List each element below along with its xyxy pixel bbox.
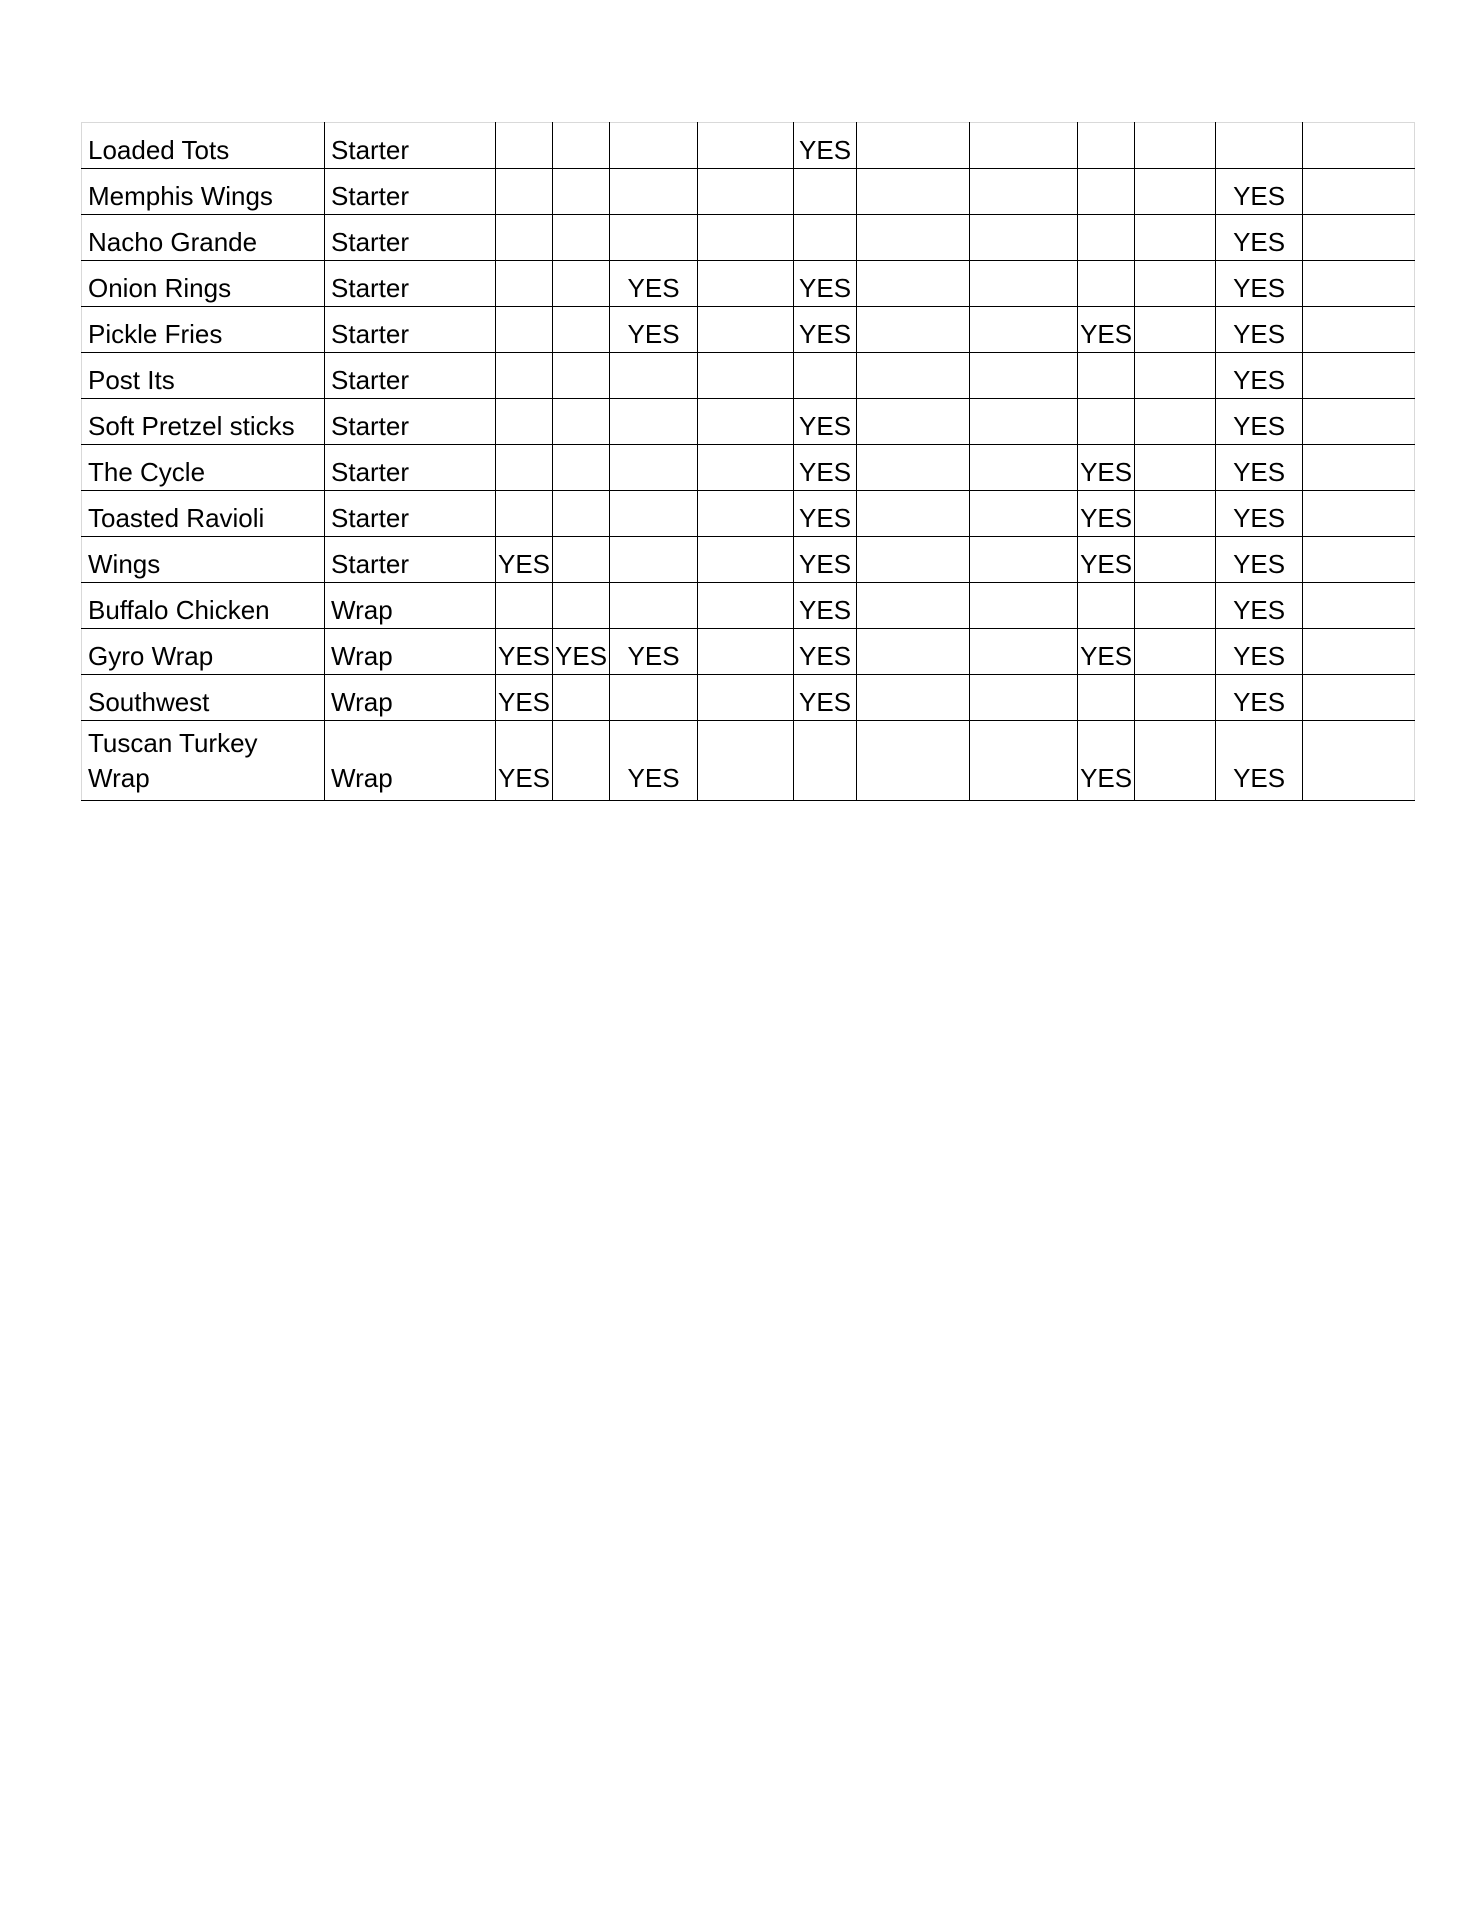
category-cell: Wrap	[325, 675, 496, 721]
flag-cell	[857, 675, 970, 721]
item-name-cell: Buffalo Chicken	[82, 583, 325, 629]
flag-cell	[970, 721, 1078, 801]
table-row	[82, 261, 1415, 307]
table-row	[82, 675, 1415, 721]
flag-cell	[1135, 583, 1216, 629]
flag-cell: YES	[1078, 721, 1135, 801]
flag-cell	[1135, 537, 1216, 583]
flag-cell: YES	[1216, 675, 1303, 721]
flag-cell	[553, 537, 610, 583]
table-row	[82, 583, 1415, 629]
category-cell: Starter	[325, 307, 496, 353]
flag-cell	[857, 215, 970, 261]
flag-cell	[970, 353, 1078, 399]
flag-cell: YES	[1216, 629, 1303, 675]
flag-cell	[553, 261, 610, 307]
table-row	[82, 445, 1415, 491]
flag-cell	[1135, 307, 1216, 353]
flag-cell	[698, 399, 794, 445]
flag-cell: YES	[1216, 583, 1303, 629]
flag-cell	[610, 399, 698, 445]
flag-cell: YES	[794, 537, 857, 583]
category-cell: Wrap	[325, 721, 496, 801]
item-name-cell: Onion Rings	[82, 261, 325, 307]
flag-cell	[698, 675, 794, 721]
flag-cell: YES	[1216, 307, 1303, 353]
flag-cell: YES	[1216, 721, 1303, 801]
flag-cell: YES	[610, 721, 698, 801]
flag-cell: YES	[610, 307, 698, 353]
flag-cell	[698, 215, 794, 261]
flag-cell	[610, 583, 698, 629]
flag-cell	[698, 445, 794, 491]
flag-cell: YES	[1216, 169, 1303, 215]
flag-cell: YES	[794, 445, 857, 491]
flag-cell	[553, 215, 610, 261]
category-cell: Starter	[325, 491, 496, 537]
flag-cell	[1303, 491, 1415, 537]
flag-cell: YES	[794, 399, 857, 445]
flag-cell	[857, 123, 970, 169]
flag-cell	[1303, 399, 1415, 445]
flag-cell	[553, 491, 610, 537]
flag-cell	[1135, 215, 1216, 261]
flag-cell	[794, 721, 857, 801]
flag-cell	[857, 583, 970, 629]
category-cell: Starter	[325, 537, 496, 583]
flag-cell	[496, 583, 553, 629]
flag-cell	[1216, 123, 1303, 169]
flag-cell	[1303, 169, 1415, 215]
table-row	[82, 215, 1415, 261]
flag-cell	[698, 353, 794, 399]
category-cell: Starter	[325, 353, 496, 399]
table-row	[82, 721, 1415, 801]
flag-cell	[1135, 123, 1216, 169]
flag-cell	[553, 169, 610, 215]
item-name-cell: Post Its	[82, 353, 325, 399]
table-row	[82, 629, 1415, 675]
table-row	[82, 169, 1415, 215]
flag-cell	[1078, 215, 1135, 261]
flag-cell: YES	[794, 583, 857, 629]
flag-cell	[1078, 583, 1135, 629]
flag-cell	[610, 215, 698, 261]
flag-cell	[857, 721, 970, 801]
table-row	[82, 537, 1415, 583]
flag-cell	[553, 123, 610, 169]
flag-cell	[1078, 123, 1135, 169]
flag-cell: YES	[1078, 491, 1135, 537]
item-name-cell: Memphis Wings	[82, 169, 325, 215]
flag-cell	[698, 583, 794, 629]
flag-cell	[553, 353, 610, 399]
flag-cell	[610, 675, 698, 721]
category-cell: Starter	[325, 399, 496, 445]
flag-cell	[496, 353, 553, 399]
flag-cell	[1303, 675, 1415, 721]
flag-cell	[610, 123, 698, 169]
flag-cell	[794, 169, 857, 215]
flag-cell	[1135, 721, 1216, 801]
flag-cell	[970, 307, 1078, 353]
item-name-cell: Pickle Fries	[82, 307, 325, 353]
flag-cell	[496, 123, 553, 169]
flag-cell	[698, 169, 794, 215]
flag-cell	[1303, 215, 1415, 261]
table-row	[82, 399, 1415, 445]
flag-cell	[1303, 307, 1415, 353]
flag-cell	[553, 307, 610, 353]
flag-cell	[970, 169, 1078, 215]
flag-cell	[1303, 583, 1415, 629]
flag-cell	[610, 445, 698, 491]
item-name-cell: Soft Pretzel sticks	[82, 399, 325, 445]
flag-cell	[496, 215, 553, 261]
table-row	[82, 491, 1415, 537]
flag-cell	[1303, 123, 1415, 169]
flag-cell	[496, 445, 553, 491]
table-row	[82, 353, 1415, 399]
flag-cell	[970, 445, 1078, 491]
flag-cell: YES	[553, 629, 610, 675]
flag-cell	[970, 491, 1078, 537]
flag-cell	[1078, 169, 1135, 215]
flag-cell	[553, 445, 610, 491]
flag-cell	[970, 583, 1078, 629]
item-name-cell: Toasted Ravioli	[82, 491, 325, 537]
flag-cell	[1078, 399, 1135, 445]
flag-cell	[698, 629, 794, 675]
table-row	[82, 307, 1415, 353]
category-cell: Wrap	[325, 629, 496, 675]
category-cell: Starter	[325, 215, 496, 261]
flag-cell	[970, 123, 1078, 169]
flag-cell	[857, 399, 970, 445]
flag-cell	[1135, 169, 1216, 215]
item-name-cell: Nacho Grande	[82, 215, 325, 261]
flag-cell: YES	[496, 629, 553, 675]
flag-cell	[496, 307, 553, 353]
flag-cell: YES	[610, 261, 698, 307]
flag-cell	[794, 353, 857, 399]
flag-cell	[1078, 675, 1135, 721]
flag-cell	[970, 675, 1078, 721]
item-name-cell: Loaded Tots	[82, 123, 325, 169]
category-cell: Starter	[325, 261, 496, 307]
flag-cell	[857, 169, 970, 215]
category-cell: Starter	[325, 123, 496, 169]
flag-cell	[698, 491, 794, 537]
flag-cell: YES	[1078, 629, 1135, 675]
flag-cell: YES	[1078, 307, 1135, 353]
flag-cell	[1135, 629, 1216, 675]
flag-cell: YES	[1216, 261, 1303, 307]
flag-cell: YES	[794, 675, 857, 721]
flag-cell: YES	[1216, 353, 1303, 399]
flag-cell	[1303, 537, 1415, 583]
flag-cell	[1303, 445, 1415, 491]
flag-cell	[1135, 353, 1216, 399]
flag-cell: YES	[496, 537, 553, 583]
flag-cell	[610, 491, 698, 537]
category-cell: Wrap	[325, 583, 496, 629]
flag-cell	[553, 675, 610, 721]
flag-cell	[1303, 261, 1415, 307]
flag-cell	[857, 445, 970, 491]
category-cell: Starter	[325, 445, 496, 491]
flag-cell	[1135, 261, 1216, 307]
flag-cell: YES	[794, 629, 857, 675]
flag-cell: YES	[1216, 491, 1303, 537]
flag-cell	[970, 215, 1078, 261]
flag-cell: YES	[794, 261, 857, 307]
flag-cell	[1303, 353, 1415, 399]
allergen-table	[81, 122, 1415, 801]
flag-cell: YES	[1078, 445, 1135, 491]
flag-cell	[553, 399, 610, 445]
flag-cell	[970, 629, 1078, 675]
table-body	[82, 123, 1415, 801]
flag-cell	[794, 215, 857, 261]
flag-cell: YES	[794, 123, 857, 169]
flag-cell	[1078, 261, 1135, 307]
flag-cell	[610, 353, 698, 399]
flag-cell	[496, 399, 553, 445]
item-name-cell: Tuscan Turkey Wrap	[82, 721, 325, 801]
flag-cell	[857, 537, 970, 583]
flag-cell: YES	[1216, 537, 1303, 583]
flag-cell	[857, 491, 970, 537]
table-row	[82, 123, 1415, 169]
flag-cell: YES	[496, 721, 553, 801]
flag-cell	[610, 169, 698, 215]
flag-cell: YES	[794, 307, 857, 353]
flag-cell	[1135, 675, 1216, 721]
flag-cell	[698, 721, 794, 801]
flag-cell: YES	[496, 675, 553, 721]
flag-cell	[1303, 721, 1415, 801]
flag-cell	[610, 537, 698, 583]
flag-cell	[857, 261, 970, 307]
category-cell: Starter	[325, 169, 496, 215]
flag-cell	[970, 261, 1078, 307]
flag-cell	[857, 353, 970, 399]
flag-cell	[970, 537, 1078, 583]
flag-cell	[970, 399, 1078, 445]
flag-cell	[1078, 353, 1135, 399]
flag-cell: YES	[1216, 445, 1303, 491]
flag-cell	[857, 629, 970, 675]
flag-cell: YES	[794, 491, 857, 537]
item-name-cell: Wings	[82, 537, 325, 583]
flag-cell: YES	[1216, 399, 1303, 445]
item-name-cell: The Cycle	[82, 445, 325, 491]
flag-cell: YES	[1078, 537, 1135, 583]
item-name-cell: Southwest	[82, 675, 325, 721]
flag-cell	[857, 307, 970, 353]
flag-cell	[553, 721, 610, 801]
flag-cell	[496, 169, 553, 215]
flag-cell	[553, 583, 610, 629]
flag-cell: YES	[610, 629, 698, 675]
flag-cell: YES	[1216, 215, 1303, 261]
flag-cell	[698, 537, 794, 583]
flag-cell	[496, 491, 553, 537]
flag-cell	[496, 261, 553, 307]
flag-cell	[698, 123, 794, 169]
flag-cell	[1135, 491, 1216, 537]
flag-cell	[698, 261, 794, 307]
flag-cell	[1135, 445, 1216, 491]
flag-cell	[1135, 399, 1216, 445]
flag-cell	[698, 307, 794, 353]
item-name-cell: Gyro Wrap	[82, 629, 325, 675]
flag-cell	[1303, 629, 1415, 675]
